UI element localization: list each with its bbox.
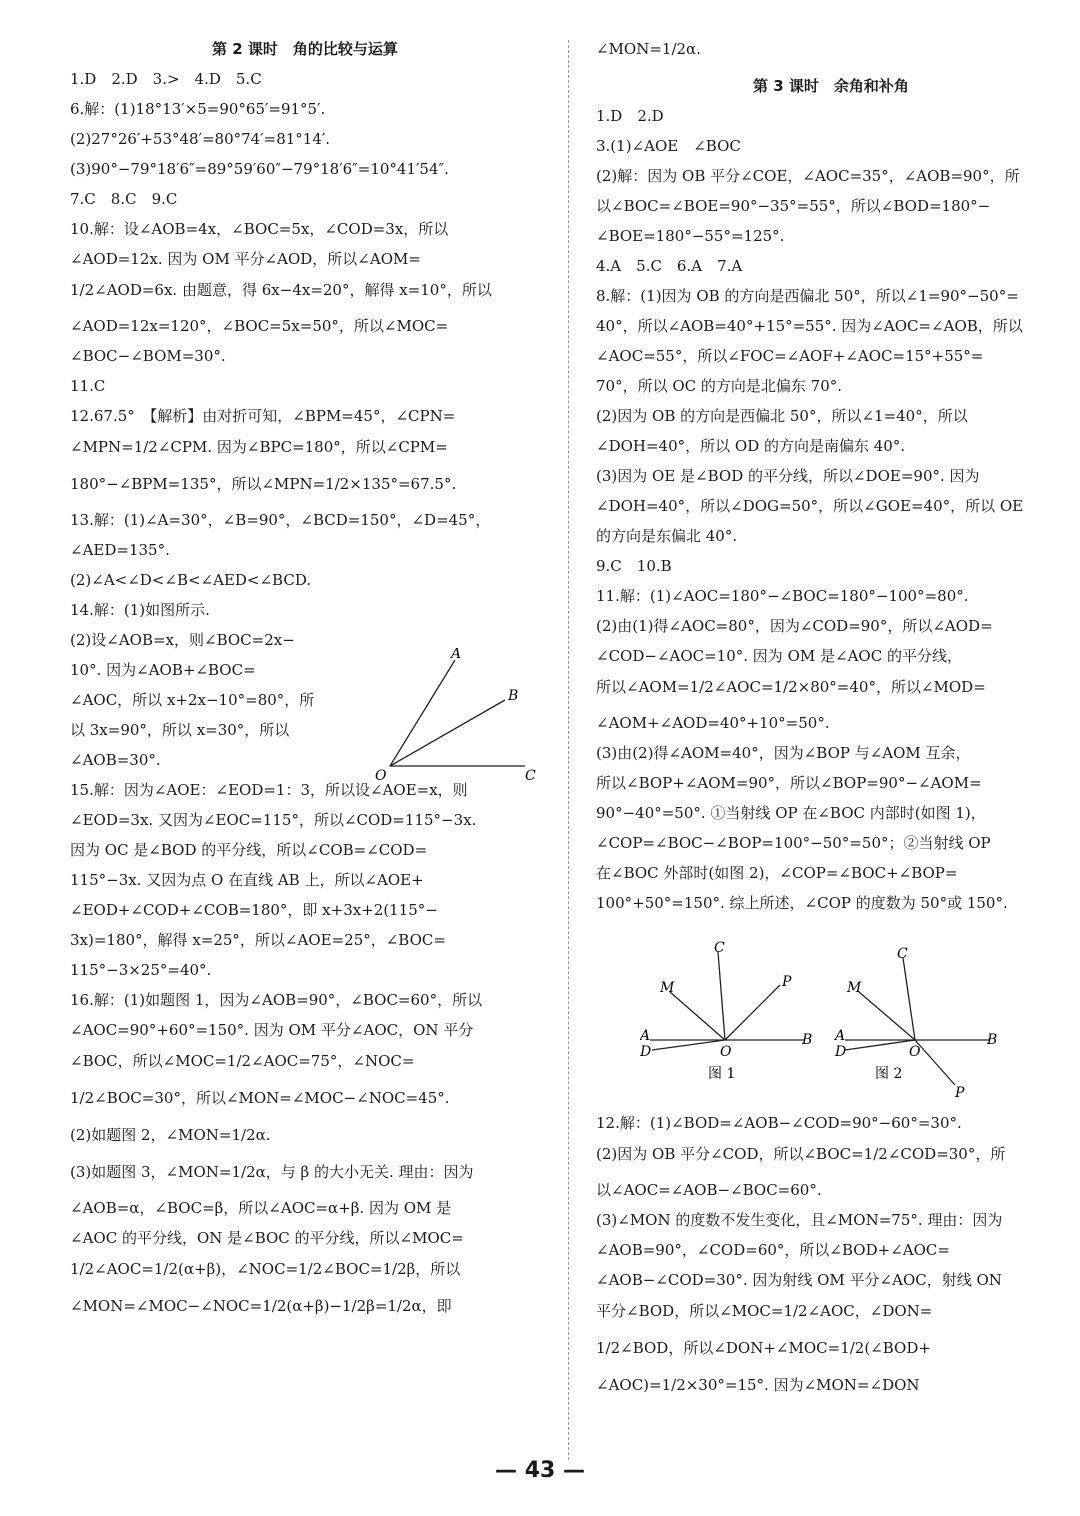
answer-line: 7.C 8.C 9.C bbox=[70, 190, 178, 208]
label-b: B bbox=[508, 688, 519, 704]
answer-line: ∠AOB−∠COD=30°. 因为射线 OM 平分∠AOC，射线 ON bbox=[596, 1271, 1002, 1289]
answer-line: (2)因为 OB 的方向是西偏北 50°，所以∠1=40°，所以 bbox=[596, 407, 968, 425]
answer-line: ∠AOM+∠AOD=40°+10°=50°. bbox=[596, 714, 830, 732]
answer-line: (3)90°−79°18′6″=89°59′60″−79°18′6″=10°41′54″. bbox=[70, 160, 449, 178]
column-divider bbox=[568, 40, 569, 1460]
answer-line: ∠DOH=40°，所以∠DOG=50°，所以∠GOE=40°，所以 OE bbox=[596, 497, 1024, 515]
answer-line: ∠DOH=40°，所以 OD 的方向是南偏东 40°. bbox=[596, 437, 906, 455]
caption-fig-2: 图 2 bbox=[875, 1066, 903, 1082]
answer-line: 100°+50°=150°. 综上所述，∠COP 的度数为 50°或 150°. bbox=[596, 894, 1008, 912]
answer-line: 所以∠BOP+∠AOM=90°，所以∠BOP=90°−∠AOM= bbox=[596, 774, 982, 792]
answer-line: ∠AOB=30°. bbox=[70, 751, 161, 769]
right-top-lines bbox=[596, 38, 1066, 60]
figure-11-2 bbox=[833, 946, 997, 1100]
answer-line: ∠BOC−∠BOM=30°. bbox=[70, 347, 226, 365]
page-number: — 43 — bbox=[495, 1458, 585, 1483]
answer-line: 9.C 10.B bbox=[596, 557, 672, 575]
svg-text:P: P bbox=[955, 1085, 965, 1100]
svg-text:O: O bbox=[909, 1044, 921, 1060]
answer-line: ∠BOC，所以∠MOC=1/2∠AOC=75°，∠NOC= bbox=[70, 1052, 415, 1070]
label-a: A bbox=[451, 648, 462, 662]
answer-line: 90°−40°=50°. ①当射线 OP 在∠BOC 内部时(如图 1)， bbox=[596, 804, 986, 822]
answer-line: ∠EOD=3x. 又因为∠EOC=115°，所以∠COD=115°−3x. bbox=[70, 811, 477, 829]
svg-text:A: A bbox=[835, 1028, 846, 1044]
answer-line: 180°−∠BPM=135°，所以∠MPN=1/2×135°=67.5°. bbox=[70, 475, 457, 493]
answer-line: 以∠AOC=∠AOB−∠BOC=60°. bbox=[596, 1181, 822, 1199]
answer-line: (2)27°26′+53°48′=80°74′=81°14′. bbox=[70, 130, 331, 148]
answer-line: ∠COP=∠BOC−∠BOP=100°−50°=50°；②当射线 OP bbox=[596, 834, 991, 852]
answer-line: (3)因为 OE 是∠BOD 的平分线，所以∠DOE=90°. 因为 bbox=[596, 467, 980, 485]
svg-text:M: M bbox=[660, 980, 675, 996]
answer-line: 的方向是东偏北 40°. bbox=[596, 527, 738, 545]
svg-text:C: C bbox=[714, 940, 725, 956]
answer-line: 12.67.5° 【解析】由对折可知，∠BPM=45°，∠CPN= bbox=[70, 407, 456, 425]
answer-line: 以∠BOC=∠BOE=90°−35°=55°，所以∠BOD=180°− bbox=[596, 197, 991, 215]
answer-line: ∠AOC 的平分线，ON 是∠BOC 的平分线，所以∠MOC= bbox=[70, 1229, 464, 1247]
svg-text:O: O bbox=[720, 1044, 732, 1060]
ray-oa bbox=[390, 660, 455, 766]
answer-line: 1/2∠BOC=30°，所以∠MON=∠MOC−∠NOC=45°. bbox=[70, 1089, 450, 1107]
answer-line: 所以∠AOM=1/2∠AOC=1/2×80°=40°，所以∠MOD= bbox=[596, 678, 986, 696]
svg-text:B: B bbox=[987, 1032, 998, 1048]
answer-line: (2)解：因为 OB 平分∠COE，∠AOC=35°，∠AOB=90°，所 bbox=[596, 167, 1020, 185]
answer-line: 11.解：(1)∠AOC=180°−∠BOC=180°−100°=80°. bbox=[596, 587, 969, 605]
label-c: C bbox=[525, 768, 536, 783]
answer-line: ∠AOD=12x. 因为 OM 平分∠AOD，所以∠AOM= bbox=[70, 250, 421, 268]
answer-line: ∠MON=∠MOC−∠NOC=1/2(α+β)−1/2β=1/2α，即 bbox=[70, 1297, 452, 1315]
answer-line: ∠BOE=180°−55°=125°. bbox=[596, 227, 785, 245]
answer-line: ∠EOD+∠COD+∠COB=180°，即 x+3x+2(115°− bbox=[70, 901, 438, 919]
answer-line: 115°−3x. 又因为点 O 在直线 AB 上，所以∠AOE+ bbox=[70, 871, 424, 889]
answer-line: ∠AOC)=1/2×30°=15°. 因为∠MON=∠DON bbox=[596, 1376, 920, 1394]
svg-text:C: C bbox=[897, 946, 908, 962]
figure-angle-aoc bbox=[375, 648, 545, 783]
answer-line: (3)如题图 3，∠MON=1/2α，与 β 的大小无关. 理由：因为 bbox=[70, 1163, 474, 1181]
answer-line: 在∠BOC 外部时(如图 2)，∠COP=∠BOC+∠BOP= bbox=[596, 864, 958, 882]
answer-line: 15.解：因为∠AOE：∠EOD=1：3，所以设∠AOE=x，则 bbox=[70, 781, 468, 799]
svg-text:A: A bbox=[640, 1028, 651, 1044]
answer-line: (3)∠MON 的度数不发生变化，且∠MON=75°. 理由：因为 bbox=[596, 1211, 1003, 1229]
svg-text:D: D bbox=[835, 1044, 847, 1060]
svg-text:B: B bbox=[802, 1032, 813, 1048]
section-heading-2: 第 3 课时 余角和补角 bbox=[753, 77, 909, 95]
answer-line: 70°，所以 OC 的方向是北偏东 70°. bbox=[596, 377, 843, 395]
answer-line: (2)∠A<∠D<∠B<∠AED<∠BCD. bbox=[70, 571, 312, 589]
answer-line: 8.解：(1)因为 OB 的方向是西偏北 50°，所以∠1=90°−50°= bbox=[596, 287, 1019, 305]
answer-line: 11.C bbox=[70, 377, 106, 395]
answer-line: 1.D 2.D bbox=[596, 107, 664, 125]
answer-line: (2)由(1)得∠AOC=80°，因为∠COD=90°，所以∠AOD= bbox=[596, 617, 993, 635]
answer-line: 因为 OC 是∠BOD 的平分线，所以∠COB=∠COD= bbox=[70, 841, 428, 859]
answer-line: ∠AOC=90°+60°=150°. 因为 OM 平分∠AOC，ON 平分 bbox=[70, 1021, 474, 1039]
svg-text:P: P bbox=[782, 974, 792, 990]
section-heading: 第 2 课时 角的比较与运算 bbox=[212, 40, 398, 58]
answer-line: ∠AOC，所以 x+2x−10°=80°，所 bbox=[70, 691, 315, 709]
answer-line: 1/2∠BOD，所以∠DON+∠MOC=1/2(∠BOD+ bbox=[596, 1339, 931, 1357]
answer-line: 3.(1)∠AOE ∠BOC bbox=[596, 137, 741, 155]
answer-line: 40°，所以∠AOB=40°+15°=55°. 因为∠AOC=∠AOB，所以 bbox=[596, 317, 1023, 335]
answer-line: (3)由(2)得∠AOM=40°，因为∠BOP 与∠AOM 互余， bbox=[596, 744, 971, 762]
answer-line: (2)如题图 2，∠MON=1/2α. bbox=[70, 1126, 271, 1144]
answer-line: 12.解：(1)∠BOD=∠AOB−∠COD=90°−60°=30°. bbox=[596, 1114, 962, 1132]
answer-line: 115°−3×25°=40°. bbox=[70, 961, 212, 979]
answer-line: ∠AED=135°. bbox=[70, 541, 170, 559]
label-o: O bbox=[375, 768, 387, 783]
answer-line: (2)设∠AOB=x，则∠BOC=2x− bbox=[70, 631, 295, 649]
svg-text:M: M bbox=[847, 980, 862, 996]
right-column bbox=[596, 38, 1066, 1411]
answer-line: 以 3x=90°，所以 x=30°，所以 bbox=[70, 721, 290, 739]
answer-line: ∠AOB=90°，∠COD=60°，所以∠BOD+∠AOC= bbox=[596, 1241, 950, 1259]
answer-line: 14.解：(1)如图所示. bbox=[70, 601, 210, 619]
answer-line: 10.解：设∠AOB=4x，∠BOC=5x，∠COD=3x，所以 bbox=[70, 220, 449, 238]
answer-line: 1.D 2.D 3.> 4.D 5.C bbox=[70, 70, 262, 88]
svg-text:D: D bbox=[640, 1044, 652, 1060]
answer-line: 3x)=180°，解得 x=25°，所以∠AOE=25°，∠BOC= bbox=[70, 931, 446, 949]
ray-ob bbox=[390, 700, 505, 766]
answer-line: ∠MON=1/2α. bbox=[596, 40, 701, 58]
answer-line: ∠AOB=α，∠BOC=β，所以∠AOC=α+β. 因为 OM 是 bbox=[70, 1199, 452, 1217]
answer-line: 10°. 因为∠AOB+∠BOC= bbox=[70, 661, 256, 679]
answer-line: ∠COD−∠AOC=10°. 因为 OM 是∠AOC 的平分线， bbox=[596, 647, 962, 665]
answer-line: 4.A 5.C 6.A 7.A bbox=[596, 257, 743, 275]
right-answer-lines bbox=[596, 106, 1066, 913]
figure-11-1 bbox=[640, 940, 812, 1082]
right-answer-lines-2 bbox=[596, 1113, 1066, 1396]
answer-line: 16.解：(1)如题图 1，因为∠AOB=90°，∠BOC=60°，所以 bbox=[70, 991, 483, 1009]
answer-line: 6.解：(1)18°13′×5=90°65′=91°5′. bbox=[70, 100, 326, 118]
answer-line: ∠AOC=55°，所以∠FOC=∠AOF+∠AOC=15°+55°= bbox=[596, 347, 984, 365]
caption-fig-1: 图 1 bbox=[708, 1066, 736, 1082]
answer-line: 13.解：(1)∠A=30°，∠B=90°，∠BCD=150°，∠D=45°， bbox=[70, 511, 491, 529]
answer-line: ∠MPN=1/2∠CPM. 因为∠BPC=180°，所以∠CPM= bbox=[70, 438, 448, 456]
answer-line: ∠AOD=12x=120°，∠BOC=5x=50°，所以∠MOC= bbox=[70, 317, 449, 335]
answer-line: 1/2∠AOD=6x. 由题意，得 6x−4x=20°，解得 x=10°，所以 bbox=[70, 281, 492, 299]
answer-line: 1/2∠AOC=1/2(α+β)，∠NOC=1/2∠BOC=1/2β，所以 bbox=[70, 1260, 461, 1278]
figure-11 bbox=[640, 940, 1020, 1100]
answer-line: (2)因为 OB 平分∠COD，所以∠BOC=1/2∠COD=30°，所 bbox=[596, 1145, 1006, 1163]
answer-line: 平分∠BOD，所以∠MOC=1/2∠AOC，∠DON= bbox=[596, 1302, 933, 1320]
